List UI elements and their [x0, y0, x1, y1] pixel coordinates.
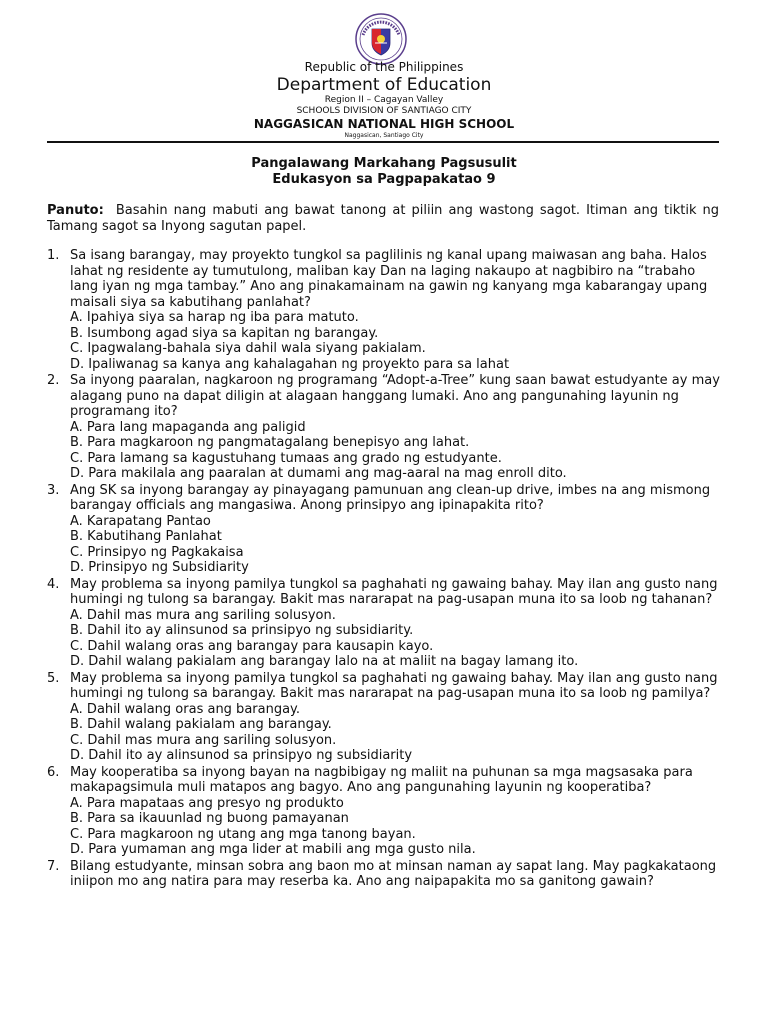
- option-a: A. Para lang mapaganda ang paligid: [70, 419, 306, 435]
- option-c: C. Dahil walang oras ang barangay para kausapin kayo.: [70, 638, 434, 654]
- option-b: B. Para magkaroon ng pangmatagalang benepisyo ang lahat.: [70, 435, 470, 450]
- option-c: C. Prinsipyo ng Pagkakaisa: [70, 544, 244, 560]
- option-c: C. Ipagwalang-bahala siya dahil wala siyang pakialam.: [70, 341, 426, 356]
- option-d: D. Prinsipyo ng Subsidiarity: [70, 560, 249, 575]
- question-stem: May problema sa inyong pamilya tungkol sa paghahati ng gawaing bahay. May ilan ang gusto nang humingi ng tulong sa barangay. Bakit mas nararapat na pag-usapan muna ito sa loob ng tahanan?: [70, 576, 718, 607]
- question-stem: May kooperatiba sa inyong bayan na nagbibigay ng maliit na puhunan sa mga magsasaka para makapagsimula muli matapos ang bagyo. Ano ang pangunahing layunin ng kooperatiba?: [70, 764, 693, 795]
- question-stem: Sa inyong paaralan, nagkaroon ng programang “Adopt-a-Tree” kung saan bawat estudyante ay may alagang puno na dapat diligin at alagaan hanggang lumaki. Ano ang pangunahing layunin ng programang ito?: [70, 373, 720, 419]
- question-number: 4.: [47, 576, 60, 592]
- question-stem: Sa isang barangay, may proyekto tungkol sa paglilinis ng kanal upang maiwasan ang baha. Halos lahat ng residente ay tumutulong, maliban kay Dan na laging nakaupo at nagbibiro na “trabaho lang iyan ng mga tambay.” Ano ang pinakamainam na gawin ng kanyang mga kabarangay upang maisali siya sa kabutihang panlahat?: [70, 248, 708, 310]
- header-department: Department of Education: [276, 75, 492, 95]
- question-5: [47, 671, 727, 764]
- header-address: Naggasican, Santiago City: [344, 132, 424, 139]
- option-a: A. Para mapataas ang presyo ng produkto: [70, 795, 344, 811]
- instructions-text: Basahin nang mabuti ang bawat tanong at piliin ang wastong sagot. Itiman ang tiktik ng Tamang sagot sa Inyong sagutan papel.: [47, 203, 719, 234]
- question-number: 5.: [47, 670, 60, 686]
- deped-seal-icon: [355, 13, 407, 65]
- option-c: C. Para lamang sa kagustuhang tumaas ang grado ng estudyante.: [70, 450, 502, 466]
- header-school: NAGGASICAN NATIONAL HIGH SCHOOL: [253, 117, 515, 131]
- question-number: 3.: [47, 482, 60, 498]
- option-a: A. Dahil mas mura ang sariling solusyon.: [70, 607, 336, 623]
- option-b: B. Dahil ito ay alinsunod sa prinsipyo ng subsidiarity.: [70, 623, 414, 638]
- question-number: 7.: [47, 858, 60, 874]
- header-divider: [47, 141, 719, 143]
- exam-title: Pangalawang Markahang Pagsusulit: [251, 156, 517, 171]
- option-c: C. Para magkaroon ng utang ang mga tanong bayan.: [70, 826, 416, 842]
- option-b: B. Kabutihang Panlahat: [70, 529, 222, 544]
- header-division: SCHOOLS DIVISION OF SANTIAGO CITY: [296, 106, 472, 116]
- question-6: [47, 765, 727, 858]
- option-a: A. Ipahiya siya sa harap ng iba para matuto.: [70, 310, 359, 325]
- exam-subject: Edukasyon sa Pagpapakatao 9: [272, 172, 496, 187]
- question-list: [47, 248, 727, 891]
- header-region: Region II – Cagayan Valley: [324, 95, 444, 105]
- question-number: 1.: [47, 248, 60, 263]
- question-7: [47, 859, 727, 890]
- question-1: [47, 248, 727, 372]
- question-stem: Bilang estudyante, minsan sobra ang baon mo at minsan naman ay sapat lang. May pagkakataong iniipon mo ang natira para may reserba ka. Ano ang naipapakita mo sa ganitong gawain?: [70, 858, 717, 889]
- question-4: [47, 577, 727, 670]
- question-2: [47, 373, 727, 482]
- option-a: A. Dahil walang oras ang barangay.: [70, 701, 301, 717]
- question-stem: Ang SK sa inyong barangay ay pinayagang pamunuan ang clean-up drive, imbes na ang mismong barangay officials ang mangasiwa. Anong prinsipyo ang ipinapakita rito?: [70, 482, 711, 513]
- option-c: C. Dahil mas mura ang sariling solusyon.: [70, 732, 337, 748]
- option-b: B. Dahil walang pakialam ang barangay.: [70, 717, 332, 732]
- question-3: [47, 483, 727, 576]
- instructions-label: Panuto:: [47, 203, 104, 218]
- option-d: D. Ipaliwanag sa kanya ang kahalagahan ng proyekto para sa lahat: [70, 356, 510, 372]
- option-d: D. Dahil ito ay alinsunod sa prinsipyo ng subsidiarity: [70, 748, 413, 763]
- option-d: D. Para yumaman ang mga lider at mabili ang mga gusto nila.: [70, 842, 476, 857]
- option-b: B. Para sa ikauunlad ng buong pamayanan: [70, 811, 349, 826]
- option-a: A. Karapatang Pantao: [70, 513, 211, 529]
- option-d: D. Dahil walang pakialam ang barangay lalo na at maliit na bagay lamang ito.: [70, 654, 579, 669]
- question-stem: May problema sa inyong pamilya tungkol sa paghahati ng gawaing bahay. May ilan ang gusto nang humingi ng tulong sa barangay. Bakit mas nararapat na pag-usapan muna ito sa loob ng pamilya?: [70, 670, 718, 701]
- option-b: B. Isumbong agad siya sa kapitan ng barangay.: [70, 325, 379, 341]
- option-d: D. Para makilala ang paaralan at dumami ang mag-aaral na mag enroll dito.: [70, 466, 567, 481]
- header-republic: Republic of the Philippines: [304, 60, 464, 74]
- instructions: [47, 203, 719, 235]
- question-number: 2.: [47, 373, 60, 388]
- question-number: 6.: [47, 764, 60, 780]
